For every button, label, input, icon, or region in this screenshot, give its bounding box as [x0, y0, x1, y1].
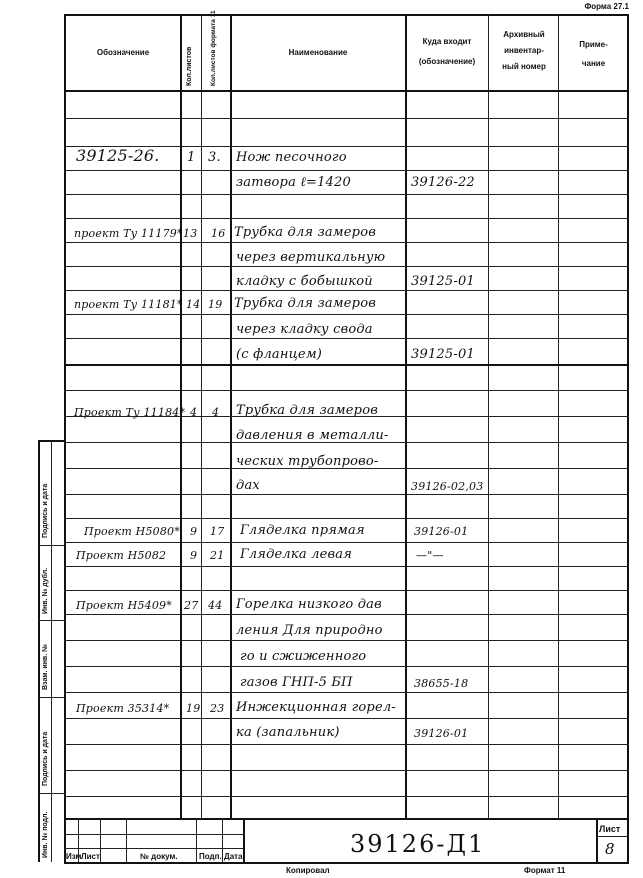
tb-data: Дата — [224, 852, 243, 861]
row-line — [64, 194, 629, 195]
row-name: газов ГНП-5 БП — [240, 675, 353, 690]
row-line — [64, 266, 629, 267]
row-name: ческих трубопрово- — [236, 454, 379, 469]
row-name: ка (запальник) — [236, 725, 340, 740]
row-designation: Проект Н5080* — [84, 525, 180, 538]
header-designation: Обозначение — [96, 48, 150, 57]
row-line — [64, 494, 629, 495]
tb-sheet-col — [596, 818, 598, 862]
row-line — [64, 170, 629, 171]
tb-col — [126, 818, 127, 862]
row-where: 39126-02,03 — [411, 480, 484, 493]
row-designation: 39125-26. — [76, 146, 160, 165]
row-name: Гляделка прямая — [240, 523, 365, 538]
row-name: Трубка для замеров — [236, 403, 378, 418]
row-line — [64, 338, 629, 339]
row-line — [64, 692, 629, 693]
row-line — [64, 390, 629, 391]
row-name: Нож песочного — [236, 150, 347, 165]
tb-list: Лист — [81, 852, 100, 861]
row-name: Трубка для замеров — [234, 296, 376, 311]
row-format: 3. — [208, 150, 221, 165]
row-name: кладку с бобышкой — [236, 274, 373, 289]
stamp-sep — [38, 793, 66, 794]
row-name: через вертикальную — [236, 250, 386, 265]
header-bottom — [64, 90, 629, 92]
stamp-vzam-inv: Взам. инв. № — [42, 644, 49, 690]
frame-right — [627, 14, 629, 862]
tb-col — [222, 818, 223, 862]
row-designation: Проект 35314* — [76, 702, 170, 715]
row-format: 16 — [211, 227, 226, 240]
row-count: 13 — [183, 227, 198, 240]
row-line — [64, 542, 629, 543]
stamp-mid-line — [51, 440, 52, 862]
title-block-mid — [64, 834, 244, 835]
row-count: 1 — [187, 150, 196, 165]
tb-izm: Изм — [66, 852, 82, 861]
row-name: го и сжиженного — [240, 649, 367, 664]
row-where: 39126-01 — [414, 727, 469, 740]
tb-col — [196, 818, 197, 862]
tb-doc-num: № докум. — [140, 852, 178, 861]
row-designation: проект Ту 11181* — [74, 298, 183, 311]
row-line — [64, 640, 629, 641]
row-line — [64, 590, 629, 591]
row-name: Инжекционная горел- — [236, 700, 396, 715]
header-note-1: Приме- — [579, 40, 608, 49]
header-sheets-count: Кол.листов — [186, 46, 193, 86]
row-name: дах — [236, 478, 260, 493]
stamp-inv-dubl: Инв. № дубл. — [42, 567, 49, 614]
title-block-top — [64, 818, 629, 820]
frame-top — [64, 14, 629, 16]
header-note-2: чание — [581, 59, 606, 68]
footer-copied: Копировал — [286, 866, 330, 875]
row-where: 39125-01 — [411, 347, 475, 362]
tb-col — [100, 818, 101, 862]
row-where: 38655-18 — [414, 677, 469, 690]
footer-format: Формат 11 — [524, 866, 566, 875]
form-label: Форма 27.1 — [584, 2, 629, 11]
row-count: 14 — [186, 298, 201, 311]
row-where: —"— — [416, 549, 444, 562]
row-name: через кладку свода — [236, 322, 373, 337]
row-name: Гляделка левая — [240, 547, 353, 562]
row-line — [64, 242, 629, 243]
row-designation: Проект Н5082 — [76, 549, 167, 562]
row-line — [64, 314, 629, 315]
header-where-used-2: (обозначение) — [418, 57, 476, 66]
header-archive-1: Архивный — [503, 30, 545, 39]
row-format: 17 — [210, 525, 225, 538]
row-format: 21 — [210, 549, 225, 562]
row-line — [64, 770, 629, 771]
row-line — [64, 744, 629, 745]
row-format: 4 — [212, 406, 220, 419]
row-line — [64, 364, 629, 366]
row-format: 44 — [208, 599, 223, 612]
row-count: 4 — [190, 406, 198, 419]
row-name: Трубка для замеров — [234, 225, 376, 240]
row-format: 19 — [208, 298, 223, 311]
frame-left — [64, 14, 66, 862]
stamp-sep — [38, 620, 66, 621]
header-archive-2: инвентар- — [504, 46, 544, 55]
header-where-used-1: Куда входит — [422, 37, 472, 46]
row-name: ления Для природно — [236, 623, 383, 638]
stamp-inv-podl: Инв. № подл. — [42, 811, 49, 858]
row-count: 9 — [190, 525, 198, 538]
row-designation: Проект Ту 11184* — [74, 406, 186, 419]
document-code: 39126-Д1 — [350, 830, 486, 858]
row-line — [64, 290, 629, 291]
frame-bottom — [64, 862, 629, 864]
row-count: 9 — [190, 549, 198, 562]
row-where: 39125-01 — [411, 274, 475, 289]
row-name: давления в металли- — [236, 428, 389, 443]
row-name: Горелка низкого дав — [236, 597, 382, 612]
row-where: 39126-22 — [411, 175, 475, 190]
header-name: Наименование — [288, 48, 348, 57]
tb-sheet-number: 8 — [605, 840, 615, 858]
row-line — [64, 796, 629, 797]
row-where: 39126-01 — [414, 525, 469, 538]
tb-col — [243, 818, 245, 862]
tb-sheet-sep — [596, 836, 628, 837]
stamp-sep — [38, 697, 66, 698]
row-line — [64, 518, 629, 519]
header-sheets-format: Кол.листов формата 11 — [210, 10, 217, 86]
row-line — [64, 718, 629, 719]
row-count: 27 — [184, 599, 199, 612]
stamp-top — [38, 440, 66, 442]
row-line — [64, 566, 629, 567]
row-line — [64, 614, 629, 615]
stamp-podpis-data-1: Подпись и дата — [42, 483, 49, 538]
row-line — [64, 118, 629, 119]
row-count: 19 — [186, 702, 201, 715]
row-designation: проект Ту 11179* — [74, 227, 183, 240]
row-designation: Проект Н5409* — [76, 599, 172, 612]
row-format: 23 — [210, 702, 225, 715]
title-block-mid2 — [64, 848, 244, 849]
row-line — [64, 218, 629, 219]
stamp-left-edge — [38, 440, 40, 862]
stamp-sep — [38, 545, 66, 546]
tb-sheet-label: Лист — [599, 824, 621, 834]
row-name: (с фланцем) — [236, 347, 323, 362]
tb-podp: Подп. — [199, 852, 222, 861]
row-name: затвора ℓ=1420 — [236, 175, 351, 190]
row-line — [64, 666, 629, 667]
stamp-podpis-data-2: Подпись и дата — [42, 731, 49, 786]
header-archive-3: ный номер — [502, 62, 546, 71]
